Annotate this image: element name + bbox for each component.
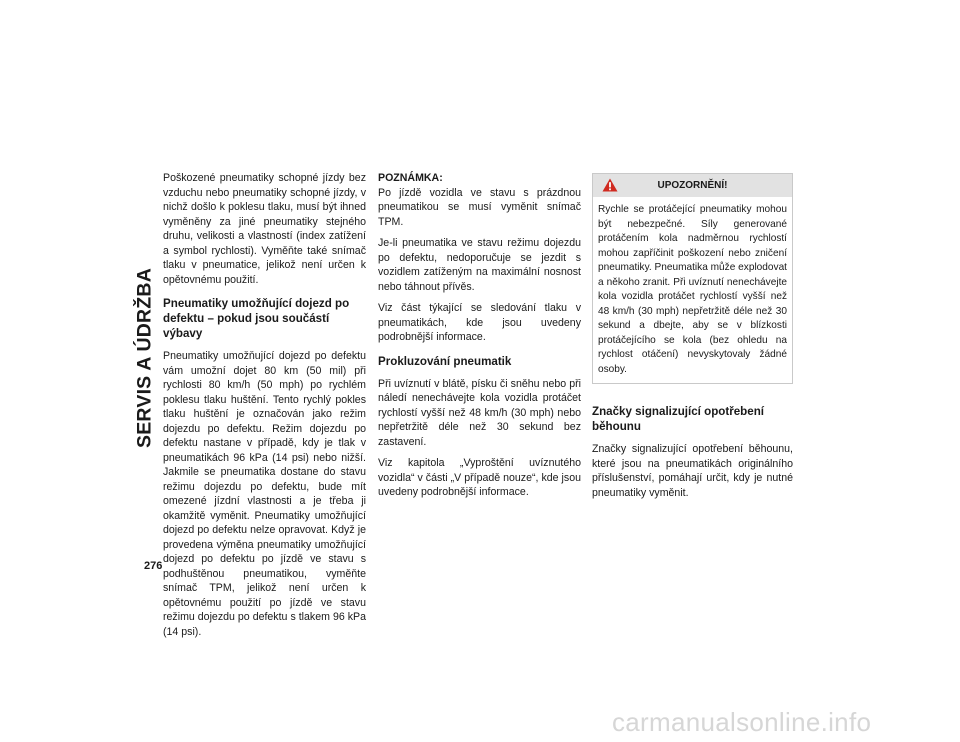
note-label: POZNÁMKA: xyxy=(378,172,443,184)
note xyxy=(378,171,581,229)
warning-text: Rychle se protáčející pneumatiky mohou být nebezpečné. Síly generované protáčením kola nadměrnou rychlostí mohou zapříčinit poškození nebo zničení pneumatiky. Pneumatika může explodovat a někoho zranit. Při uvíznutí nenechávejte kola vozidla protáčet rychlostí vyšší než 48 km/h (30 mph) nepřetržitě déle než 30 sekund a dbejte, aby se v blízkosti protáčejícího se kola (bez ohledu na rychlost otáčení) nevyskytovaly žádné osoby. xyxy=(598,204,787,375)
warning-box xyxy=(592,173,793,384)
page-number: 276 xyxy=(144,560,163,572)
spin-heading: Prokluzování pneumatik xyxy=(378,354,512,368)
tread-wear-heading: Značky signalizující opotřebení běhounu xyxy=(592,405,765,433)
column-3 xyxy=(592,171,793,507)
runflat-heading: Pneumatiky umožňující dojezd po defektu – pokud jsou součástí výbavy xyxy=(163,297,350,340)
runflat-paragraph: Pneumatiky umožňující dojezd po defektu vám umožní dojet 80 km (50 mil) při rychlosti 80 km/h (50 mph) po rychlém poklesu tlaku huštění. Tento rychlý pokles tlaku huštění je označován jako režim dojezdu po defektu. Režim dojezdu po defektu nastane v případě, kdy je tlak v pneumatikách 96 kPa (14 psi) nebo nižší. Jakmile se pneumatika dostane do stavu režimu dojezdu po defektu, bude mít omezené jízdní vlastnosti a je třeba ji okamžitě vyměnit. Pneumatiky umožňující dojezd po defektu nelze opravovat. Když je provedena výměna pneumatiky umožňující dojezd po defektu po jízdě ve stavu s podhuštěnou pneumatikou, vyměňte snímač TPM, jelikož není určen k opětovnému použití po jízdě ve stavu režimu dojezdu po defektu s tlakem 96 kPa (14 psi). xyxy=(163,350,366,638)
column-2 xyxy=(378,171,581,507)
warning-header xyxy=(593,174,792,197)
load-paragraph: Je-li pneumatika ve stavu režimu dojezdu po defektu, nedoporučuje se jezdit s vozidlem zatíženým na maximální nosnost nebo táhnout přívěs. xyxy=(378,237,581,293)
section-side-tab xyxy=(133,163,157,553)
tpm-reference-paragraph: Viz část týkající se sledování tlaku v pneumatikách, kde jsou uvedeny podrobnější informace. xyxy=(378,302,581,343)
note-text: Po jízdě vozidla ve stavu s prázdnou pneumatikou se musí vyměnit snímač TPM. xyxy=(378,186,581,228)
tread-wear-paragraph: Značky signalizující opotřebení běhounu, které jsou na pneumatikách originálního příslušenství, pomáhají určit, kdy je nutné pneumatiky vyměnit. xyxy=(592,443,793,499)
spin-paragraph: Při uvíznutí v blátě, písku či sněhu nebo při náledí nenechávejte kola vozidla protáčet rychlostí vyšší než 48 km/h (30 mph) nebo nepřetržitě déle než 30 sekund bez zastavení. xyxy=(378,377,581,448)
intro-paragraph: Poškozené pneumatiky schopné jízdy bez vzduchu nebo pneumatiky schopné jízdy, v nichž došlo k poklesu tlaku, musí být ihned vyměněny za jiné pneumatiky stejného druhu, velikosti a vlastností (index zatížení a symbol rychlosti). Vyměňte také snímač tlaku v pneumatice, jelikož není určen k opětovnému použití. xyxy=(163,172,366,286)
warning-title: UPOZORNĚNÍ! xyxy=(657,180,728,191)
watermark: carmanualsonline.info xyxy=(612,707,872,737)
section-title: SERVIS A ÚDRŽBA xyxy=(133,268,156,448)
warning-triangle-icon xyxy=(602,178,618,192)
column-1 xyxy=(163,171,366,646)
recovery-reference-paragraph: Viz kapitola „Vyproštění uvíznutého vozidla“ v části „V případě nouze“, kde jsou uvedeny podrobnější informace. xyxy=(378,457,581,498)
